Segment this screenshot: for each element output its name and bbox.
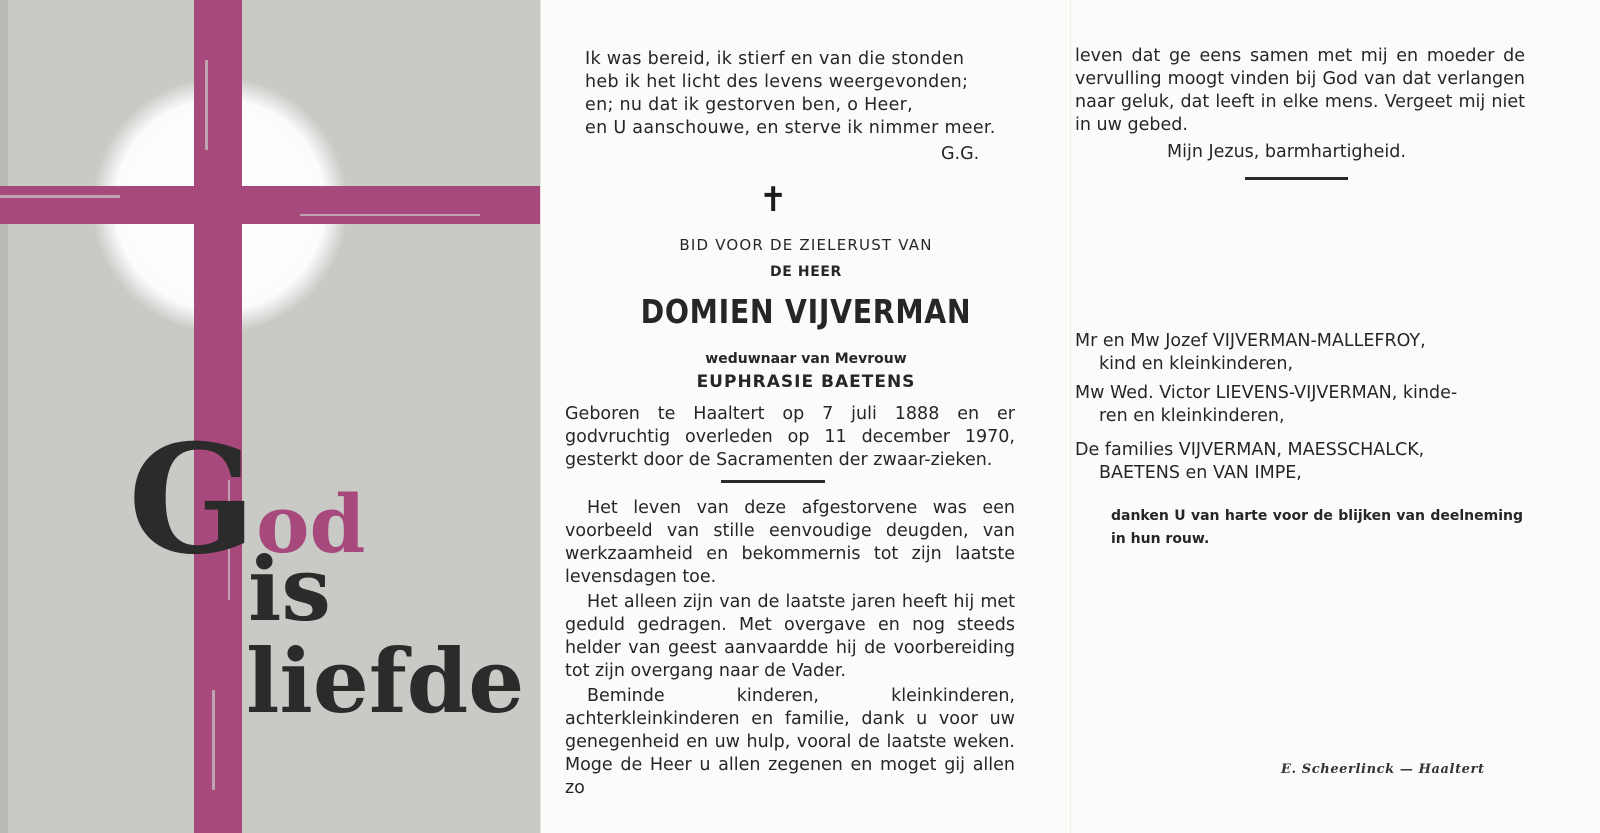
family-entry bbox=[1075, 382, 1525, 428]
cross-icon: ✝ bbox=[759, 180, 788, 220]
divider bbox=[721, 480, 825, 483]
cover-title-god-initial: G bbox=[128, 412, 257, 588]
poem-initials: G.G. bbox=[941, 144, 980, 164]
notice-panel bbox=[540, 0, 1071, 833]
family-entry-line: BAETENS en VAN IMPE, bbox=[1099, 463, 1302, 483]
family-entry-line: Mw Wed. Victor LIEVENS-VIJVERMAN, kinde- bbox=[1075, 383, 1458, 403]
divider bbox=[1245, 177, 1348, 180]
family-entry-line: kind en kleinkinderen, bbox=[1099, 354, 1294, 374]
poem bbox=[585, 48, 1005, 140]
prayer-request: BID VOOR DE ZIELERUST VAN bbox=[679, 236, 933, 254]
family-entry-line: Mr en Mw Jozef VIJVERMAN-MALLEFROY, bbox=[1075, 331, 1426, 351]
poem-line: en; nu dat ik gestorven ben, o Heer, bbox=[585, 95, 914, 115]
family-entry-line: ren en kleinkinderen, bbox=[1099, 406, 1285, 426]
invocation: Mijn Jezus, barmhartigheid. bbox=[1167, 142, 1406, 162]
cover-title-liefde: liefde bbox=[246, 629, 525, 733]
family-entry bbox=[1075, 330, 1525, 376]
cover-artwork bbox=[0, 0, 540, 833]
cover-title-god-rest: od bbox=[256, 477, 366, 571]
family-entry-line: De families VIJVERMAN, MAESSCHALCK, bbox=[1075, 440, 1425, 460]
poem-line: heb ik het licht des levens weergevonden; bbox=[585, 72, 969, 92]
farewell-continuation: leven dat ge eens samen met mij en moeder de vervulling moogt vinden bij God van dat verlangen naar geluk, dat leeft in elke mens. Vergeet mij niet in uw gebed. bbox=[1075, 46, 1525, 135]
life-paragraph: Het leven van deze afgestorvene was een voorbeeld van stille eenvoudige deugden, van werkzaamheid en bekommernis tot zijn laatste levensdagen toe. bbox=[565, 498, 1015, 587]
birth-death-text: Geboren te Haaltert op 7 juli 1888 en er godvruchtig overleden op 11 december 1970, gesterkt door de Sacramenten der zwaar-zieken. bbox=[565, 404, 1015, 470]
printer-credit: E. Scheerlinck — Haaltert bbox=[1281, 762, 1485, 777]
family-panel bbox=[1070, 0, 1600, 833]
cover-title-is: is bbox=[248, 537, 331, 641]
honorific: DE HEER bbox=[770, 264, 842, 280]
cross-horizontal-beam bbox=[0, 186, 540, 224]
thanks-text: danken U van harte voor de blijken van deelneming in hun rouw. bbox=[1111, 508, 1523, 547]
poem-line: Ik was bereid, ik stierf en van die stonden bbox=[585, 49, 965, 69]
family-entry bbox=[1075, 439, 1525, 485]
farewell-paragraph: Beminde kinderen, kleinkinderen, achterkleinkinderen en familie, dank u voor uw genegenheid en uw hulp, vooral de laatste weken. Moge de Heer u allen zegenen en moget gij allen zo bbox=[565, 686, 1015, 798]
spouse-name: EUPHRASIE BAETENS bbox=[696, 372, 916, 392]
life-paragraph: Het alleen zijn van de laatste jaren heeft hij met geduld gedragen. Met overgave en nog steeds helder van geest aanvaardde hij de voorbereiding tot zijn overgang naar de Vader. bbox=[565, 592, 1015, 681]
widower-line: weduwnaar van Mevrouw bbox=[705, 351, 907, 367]
cover-panel bbox=[0, 0, 540, 833]
deceased-name: DOMIEN VIJVERMAN bbox=[640, 292, 972, 331]
poem-line: en U aanschouwe, en sterve ik nimmer meer. bbox=[585, 118, 996, 138]
